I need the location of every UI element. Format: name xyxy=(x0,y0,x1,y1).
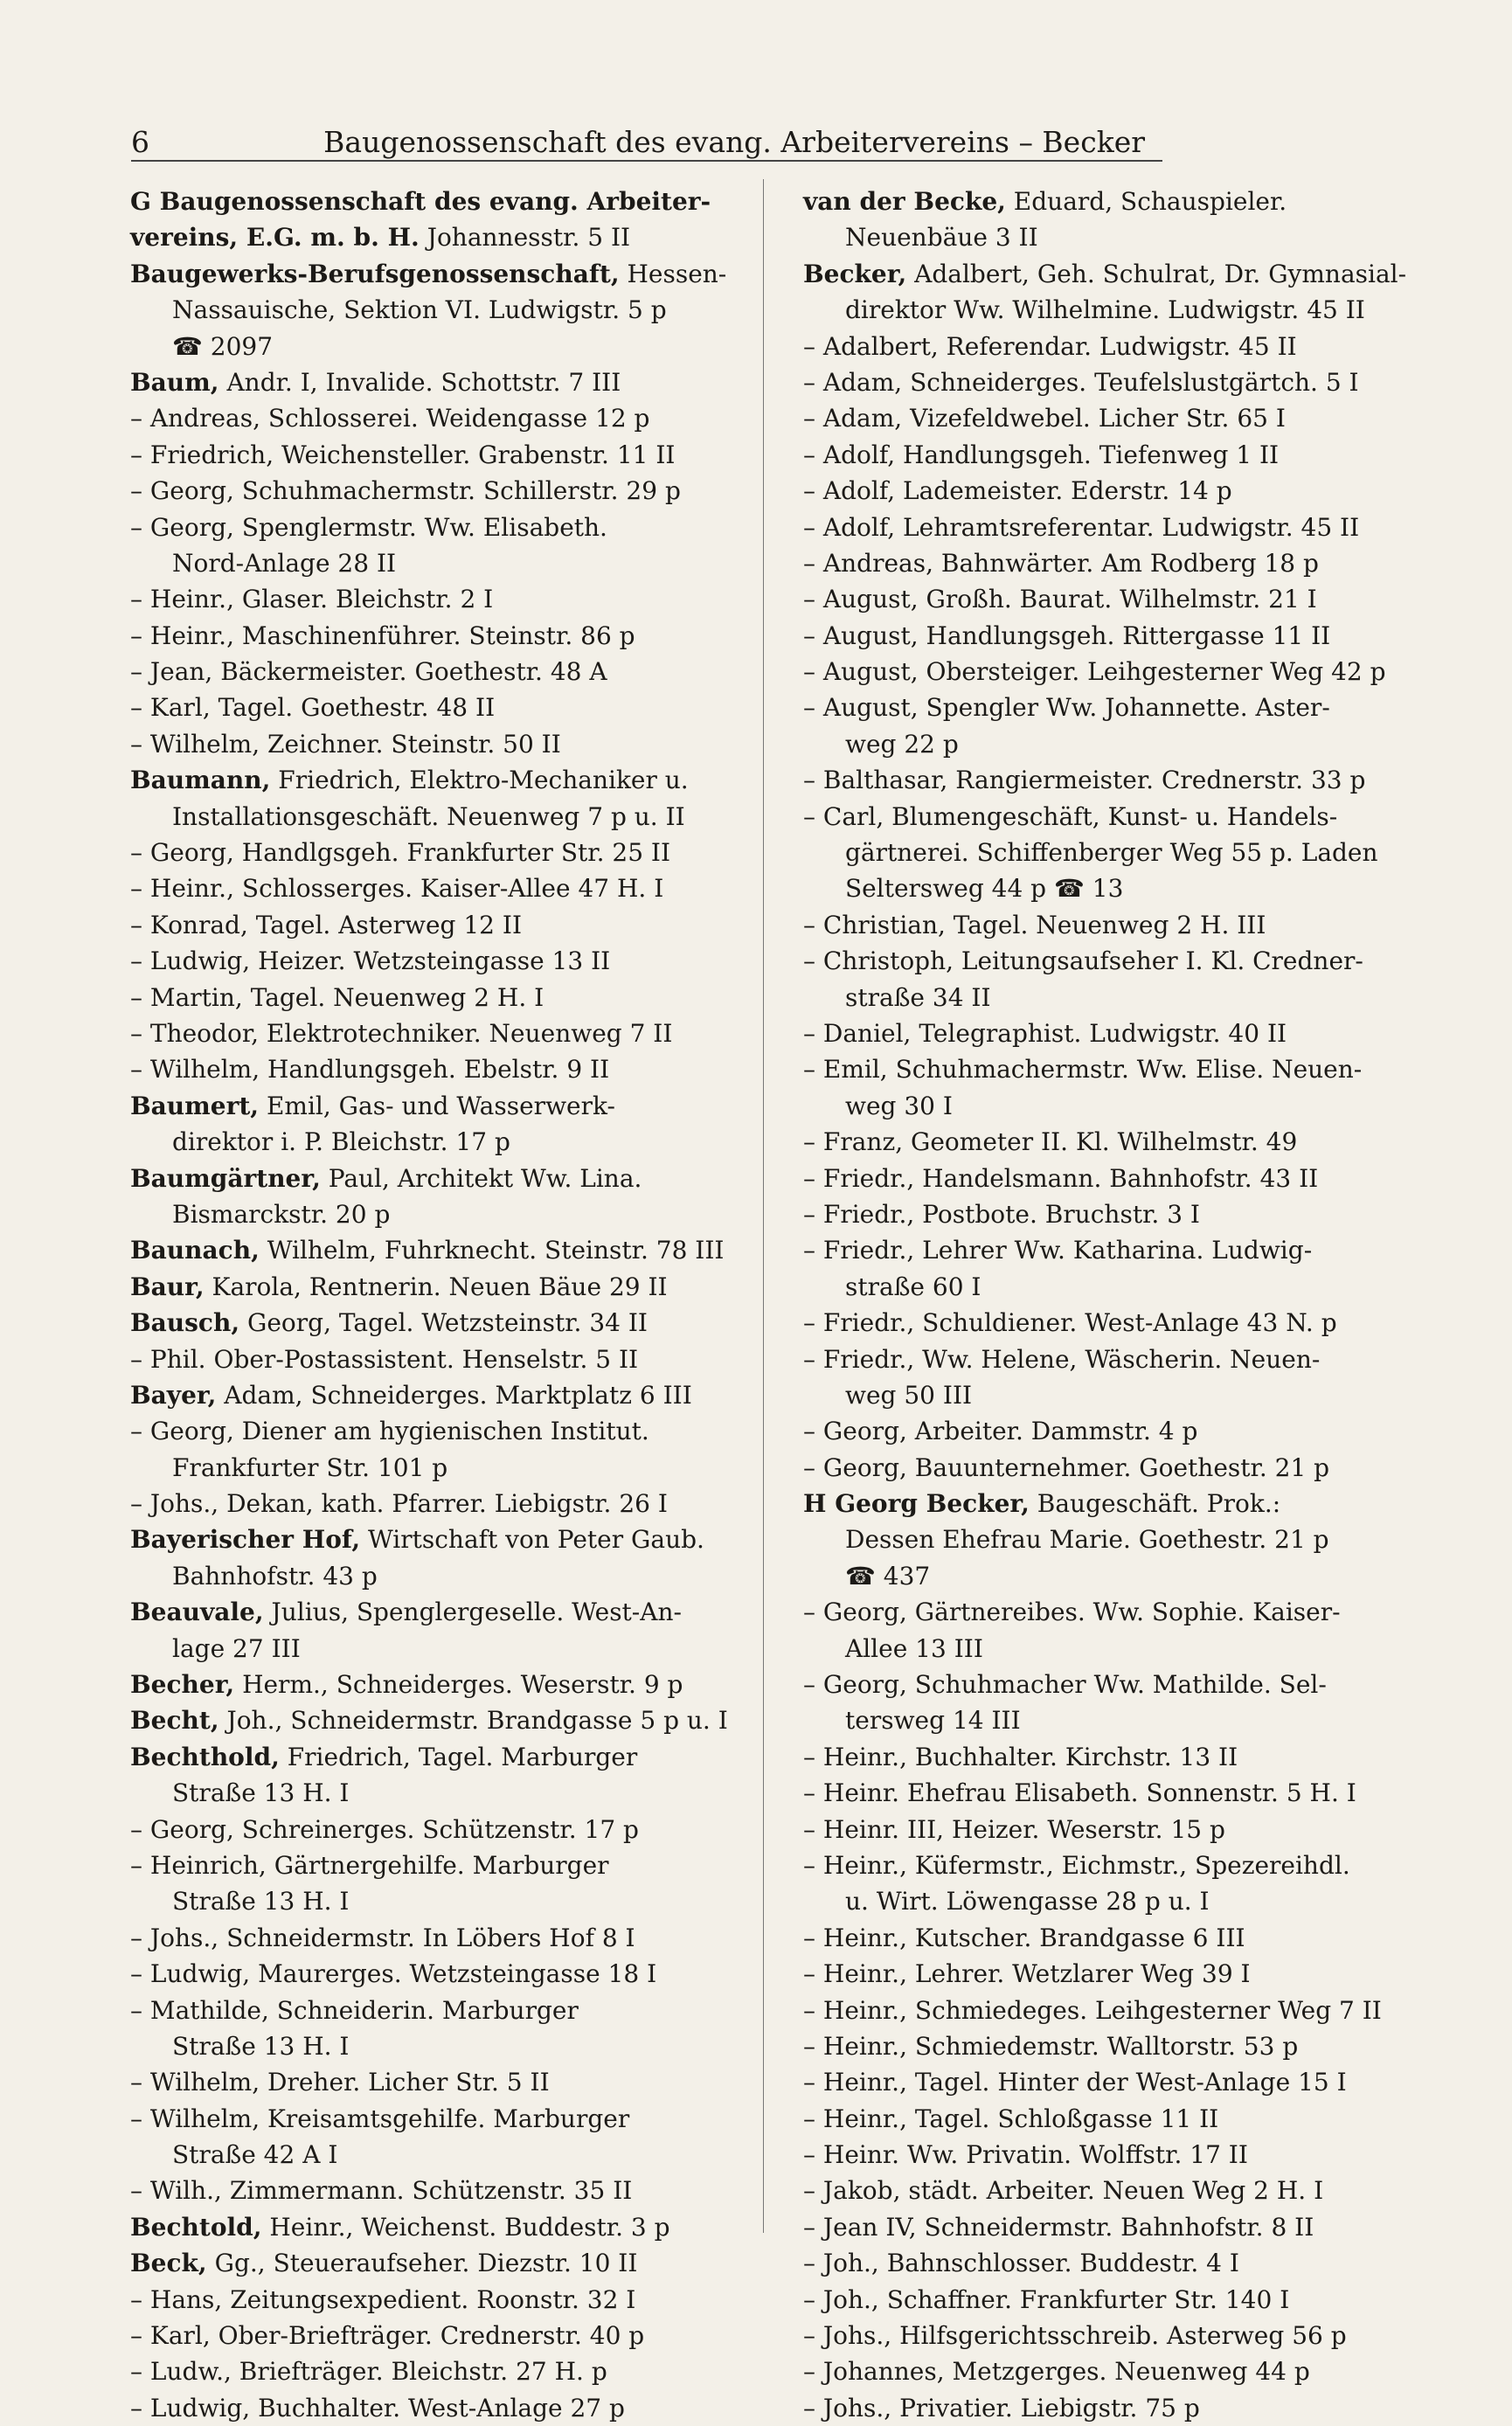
entry-text: Straße 13 H. I xyxy=(172,1778,350,1808)
entry-text: – Martin, Tagel. Neuenweg 2 H. I xyxy=(130,982,544,1012)
entry-text: – Ludw., Briefträger. Bleichstr. 27 H. p xyxy=(130,2357,607,2387)
entry-line xyxy=(127,1558,743,1594)
entry-text: Joh., Schneidermstr. Brandgasse 5 p u. I xyxy=(218,1706,728,1736)
entry-text: – Christian, Tagel. Neuenweg 2 H. III xyxy=(803,910,1266,939)
entry-text: – Heinr. Ww. Privatin. Wolffstr. 17 II xyxy=(803,2140,1248,2170)
entry-text: – Georg, Arbeiter. Dammstr. 4 p xyxy=(803,1417,1198,1446)
entry-line xyxy=(127,2282,743,2318)
entry-line xyxy=(127,329,743,364)
entry-line xyxy=(800,690,1416,725)
entry-line xyxy=(127,581,743,617)
entry-text: Heinr., Weichenst. Buddestr. 3 p xyxy=(261,2212,670,2242)
entry-text: – Ludwig, Maurerges. Wetzsteingasse 18 I xyxy=(130,1959,657,1989)
entry-line xyxy=(800,329,1416,364)
entry-line xyxy=(127,473,743,509)
entry-line xyxy=(800,545,1416,581)
entry-text: – Wilh., Zimmermann. Schützenstr. 35 II xyxy=(130,2176,633,2206)
entry-line xyxy=(800,2028,1416,2064)
entry-text: – Heinr., Maschinenführer. Steinstr. 86 p xyxy=(130,620,635,650)
entry-text: Nord-Anlage 28 II xyxy=(172,548,397,578)
right-column xyxy=(800,184,1416,2426)
entry-text: – August, Obersteiger. Leihgesterner Weg 42 p xyxy=(803,657,1386,687)
entry-text: – Friedr., Ww. Helene, Wäscherin. Neuen- xyxy=(803,1344,1321,1374)
entry-text: ☎ 437 xyxy=(845,1561,931,1591)
entry-line xyxy=(127,726,743,762)
entry-line xyxy=(127,2028,743,2064)
entry-line xyxy=(800,2353,1416,2389)
entry-text: – Ludwig, Buchhalter. West-Anlage 27 p xyxy=(130,2393,625,2423)
entry-text: lage 27 III xyxy=(172,1633,301,1663)
entry-line xyxy=(800,2245,1416,2281)
entry-line xyxy=(800,943,1416,979)
entry-line xyxy=(800,184,1416,219)
entry-name: H Georg Becker, xyxy=(803,1489,1030,1519)
entry-text: – Andreas, Bahnwärter. Am Rodberg 18 p xyxy=(803,548,1319,578)
entry-line xyxy=(127,2390,743,2426)
entry-line xyxy=(800,509,1416,545)
entry-text: – Heinr., Kutscher. Brandgasse 6 III xyxy=(803,1923,1245,1952)
entry-line xyxy=(127,1667,743,1702)
entry-text: – Adam, Vizefeldwebel. Licher Str. 65 I xyxy=(803,404,1286,433)
entry-text: – Adam, Schneiderges. Teufelslustgärtch. 5 I xyxy=(803,367,1359,397)
entry-line xyxy=(800,364,1416,400)
entry-line xyxy=(127,1305,743,1341)
entry-text: Straße 13 H. I xyxy=(172,1887,350,1917)
entry-text: – Heinr. III, Heizer. Weserstr. 15 p xyxy=(803,1814,1225,1844)
entry-line xyxy=(127,1341,743,1377)
entry-text: – Balthasar, Rangiermeister. Crednerstr. 33 p xyxy=(803,766,1366,795)
entry-text: gärtnerei. Schiffenberger Weg 55 p. Laden xyxy=(845,838,1378,868)
entry-name: Baum, xyxy=(130,367,219,397)
page-number: 6 xyxy=(131,125,149,159)
entry-line xyxy=(800,1161,1416,1196)
entry-name: Baumgärtner, xyxy=(130,1163,321,1193)
entry-line xyxy=(127,364,743,400)
entry-line xyxy=(127,2353,743,2389)
entry-text: – Andreas, Schlosserei. Weidengasse 12 p xyxy=(130,404,650,433)
entry-line xyxy=(127,1847,743,1883)
entry-name: Becker, xyxy=(803,259,907,288)
entry-text: Emil, Gas- und Wasserwerk- xyxy=(259,1091,615,1120)
entry-line xyxy=(800,1812,1416,1847)
entry-line xyxy=(800,1124,1416,1160)
entry-line xyxy=(800,1486,1416,1521)
entry-line xyxy=(800,1631,1416,1667)
entry-line xyxy=(127,835,743,870)
entry-text: Bismarckstr. 20 p xyxy=(172,1199,391,1229)
entry-text: – Johs., Hilfsgerichtsschreib. Asterweg 56 p xyxy=(803,2321,1347,2351)
entry-text: – Heinr., Küfermstr., Eichmstr., Spezereihdl. xyxy=(803,1850,1350,1880)
entry-text: – Georg, Spenglermstr. Ww. Elisabeth. xyxy=(130,512,607,542)
entry-text: u. Wirt. Löwengasse 28 p u. I xyxy=(845,1887,1210,1917)
entry-text: Straße 42 A I xyxy=(172,2140,338,2170)
entry-line xyxy=(800,1232,1416,1268)
entry-line xyxy=(127,2137,743,2173)
entry-line xyxy=(800,1088,1416,1124)
entry-line xyxy=(127,184,743,219)
entry-text: – Ludwig, Heizer. Wetzsteingasse 13 II xyxy=(130,946,611,976)
entry-line xyxy=(800,1558,1416,1594)
entry-text: Paul, Architekt Ww. Lina. xyxy=(320,1163,642,1193)
entry-text: – Heinr., Schlosserges. Kaiser-Allee 47 H. I xyxy=(130,874,664,904)
entry-line xyxy=(800,2390,1416,2426)
entry-line xyxy=(127,1775,743,1811)
entry-text: – Jakob, städt. Arbeiter. Neuen Weg 2 H. I xyxy=(803,2176,1324,2206)
entry-text: – Heinr., Tagel. Schloßgasse 11 II xyxy=(803,2104,1219,2133)
entry-text: – Heinr., Schmiedeges. Leihgesterner Weg 7 II xyxy=(803,1995,1382,2025)
entry-text: – Adolf, Lademeister. Ederstr. 14 p xyxy=(803,476,1232,506)
entry-line xyxy=(127,1232,743,1268)
entry-text: direktor i. P. Bleichstr. 17 p xyxy=(172,1127,510,1157)
entry-text: – Emil, Schuhmachermstr. Ww. Elise. Neuen- xyxy=(803,1055,1363,1085)
entry-text: Adalbert, Geh. Schulrat, Dr. Gymnasial- xyxy=(906,259,1407,288)
entry-line xyxy=(800,2101,1416,2137)
entry-text: – Friedr., Handelsmann. Bahnhofstr. 43 II xyxy=(803,1163,1319,1193)
entry-line xyxy=(127,256,743,292)
entry-line xyxy=(127,1450,743,1486)
entry-text: – Georg, Schuhmachermstr. Schillerstr. 29 p xyxy=(130,476,681,506)
entry-line xyxy=(800,618,1416,654)
entry-text: straße 60 I xyxy=(845,1272,981,1301)
entry-text: Wilhelm, Fuhrknecht. Steinstr. 78 III xyxy=(259,1236,725,1265)
entry-text: Seltersweg 44 p ☎ 13 xyxy=(845,874,1124,904)
entry-name: Baugewerks-Berufsgenossenschaft, xyxy=(130,259,620,288)
entry-text: Frankfurter Str. 101 p xyxy=(172,1452,448,1482)
entry-text: direktor Ww. Wilhelmine. Ludwigstr. 45 II xyxy=(845,295,1365,325)
entry-text: – Heinr. Ehefrau Elisabeth. Sonnenstr. 5 H. I xyxy=(803,1778,1356,1808)
entry-line xyxy=(127,292,743,328)
header-rule xyxy=(131,160,1162,162)
entry-line xyxy=(127,437,743,473)
entry-text: Dessen Ehefrau Marie. Goethestr. 21 p xyxy=(845,1525,1329,1555)
entry-text: – Daniel, Telegraphist. Ludwigstr. 40 II xyxy=(803,1018,1287,1048)
entry-line xyxy=(127,762,743,798)
entry-text: Bahnhofstr. 43 p xyxy=(172,1561,378,1591)
entry-text: straße 34 II xyxy=(845,982,991,1012)
entry-line xyxy=(127,1812,743,1847)
entry-line xyxy=(127,1920,743,1956)
entry-text: Wirtschaft von Peter Gaub. xyxy=(360,1525,704,1555)
entry-name: Bechtold, xyxy=(130,2212,262,2242)
entry-line xyxy=(127,1739,743,1775)
entry-line xyxy=(800,2318,1416,2353)
entry-text: ☎ 2097 xyxy=(172,331,274,361)
entry-line xyxy=(127,2101,743,2137)
entry-text: – Joh., Bahnschlosser. Buddestr. 4 I xyxy=(803,2249,1239,2278)
entry-text: – Heinr., Tagel. Hinter der West-Anlage 15 I xyxy=(803,2068,1347,2097)
entry-line xyxy=(127,1883,743,1919)
entry-line xyxy=(800,437,1416,473)
entry-text: Baugeschäft. Prok.: xyxy=(1029,1489,1281,1519)
entry-text: – Hans, Zeitungsexpedient. Roonstr. 32 I xyxy=(130,2284,636,2314)
entry-text: Gg., Steueraufseher. Diezstr. 10 II xyxy=(206,2249,638,2278)
entry-line xyxy=(800,1739,1416,1775)
entry-text: – Wilhelm, Dreher. Licher Str. 5 II xyxy=(130,2068,550,2097)
entry-line xyxy=(127,1631,743,1667)
entry-text: – Wilhelm, Kreisamtsgehilfe. Marburger xyxy=(130,2104,630,2133)
entry-line xyxy=(127,1161,743,1196)
entry-line xyxy=(800,400,1416,436)
entry-line xyxy=(800,1667,1416,1702)
entry-text: Julius, Spenglergeselle. West-An- xyxy=(263,1598,682,1627)
entry-text: – Johannes, Metzgerges. Neuenweg 44 p xyxy=(803,2357,1310,2387)
entry-name: Baumert, xyxy=(130,1091,260,1120)
entry-name: van der Becke, xyxy=(803,187,1006,216)
running-title: Baugenossenschaft des evang. Arbeitervereins – Becker xyxy=(323,125,1145,159)
entry-text: – Konrad, Tagel. Asterweg 12 II xyxy=(130,910,523,939)
entry-text: – Heinrich, Gärtnergehilfe. Marburger xyxy=(130,1850,609,1880)
entry-line xyxy=(127,1269,743,1305)
entry-line xyxy=(800,870,1416,906)
entry-line xyxy=(800,2064,1416,2100)
entry-line xyxy=(127,1956,743,1992)
entry-text: – Georg, Gärtnereibes. Ww. Sophie. Kaiser- xyxy=(803,1598,1341,1627)
entry-line xyxy=(800,1702,1416,1738)
entry-text: – Georg, Schreinerges. Schützenstr. 17 p xyxy=(130,1814,639,1844)
entry-text: – Heinr., Buchhalter. Kirchstr. 13 II xyxy=(803,1742,1238,1771)
entry-name: Beauvale, xyxy=(130,1598,264,1627)
entry-text: – Friedr., Schuldiener. West-Anlage 43 N. p xyxy=(803,1308,1337,1338)
entry-line xyxy=(800,473,1416,509)
entry-line xyxy=(800,654,1416,690)
entry-text: – Karl, Ober-Briefträger. Crednerstr. 40 p xyxy=(130,2321,645,2351)
entry-line xyxy=(800,1341,1416,1377)
entry-text: – Adolf, Lehramtsreferentar. Ludwigstr. 45 II xyxy=(803,512,1360,542)
entry-text: – Carl, Blumengeschäft, Kunst- u. Handels- xyxy=(803,801,1338,831)
entry-line xyxy=(127,980,743,1015)
entry-text: weg 22 p xyxy=(845,729,959,759)
entry-line xyxy=(800,2173,1416,2208)
entry-text: – Georg, Schuhmacher Ww. Mathilde. Sel- xyxy=(803,1670,1327,1700)
entry-line xyxy=(127,943,743,979)
entry-line xyxy=(800,1775,1416,1811)
entry-text: Installationsgeschäft. Neuenweg 7 p u. II xyxy=(172,801,685,831)
entry-text: – Johs., Dekan, kath. Pfarrer. Liebigstr. 26 I xyxy=(130,1489,668,1519)
entry-line xyxy=(127,2209,743,2245)
entry-line xyxy=(800,219,1416,255)
entry-line xyxy=(127,1521,743,1557)
entry-text: – Christoph, Leitungsaufseher I. Kl. Credner- xyxy=(803,946,1363,976)
entry-text: Straße 13 H. I xyxy=(172,2031,350,2061)
entry-line xyxy=(127,1594,743,1630)
entry-text: Allee 13 III xyxy=(845,1633,983,1663)
entry-text: – Heinr., Glaser. Bleichstr. 2 I xyxy=(130,585,494,614)
entry-line xyxy=(800,2282,1416,2318)
entry-line xyxy=(127,509,743,545)
entry-line xyxy=(127,400,743,436)
entry-line xyxy=(127,907,743,943)
entry-text: – Georg, Handlgsgeh. Frankfurter Str. 25 II xyxy=(130,838,671,868)
entry-name: G Baugenossenschaft des evang. Arbeiter- xyxy=(130,187,711,216)
entry-line xyxy=(800,1413,1416,1449)
entry-text: Friedrich, Elektro-Mechaniker u. xyxy=(270,766,689,795)
entry-line xyxy=(800,1521,1416,1557)
entry-line xyxy=(127,870,743,906)
entry-line xyxy=(127,1124,743,1160)
entry-line xyxy=(800,1196,1416,1232)
entry-text: – Theodor, Elektrotechniker. Neuenweg 7 II xyxy=(130,1018,673,1048)
entry-name: Bayerischer Hof, xyxy=(130,1525,361,1555)
entry-text: Herm., Schneiderges. Weserstr. 9 p xyxy=(234,1670,683,1700)
entry-line xyxy=(800,726,1416,762)
entry-text: – Heinr., Schmiedemstr. Walltorstr. 53 p xyxy=(803,2031,1299,2061)
entry-line xyxy=(127,219,743,255)
entry-line xyxy=(800,907,1416,943)
entry-line xyxy=(127,690,743,725)
entry-name: Bayer, xyxy=(130,1380,217,1410)
entry-line xyxy=(800,1377,1416,1413)
entry-line xyxy=(800,1883,1416,1919)
entry-line xyxy=(127,654,743,690)
entry-line xyxy=(127,2245,743,2281)
entry-line xyxy=(800,1015,1416,1051)
entry-text: – Wilhelm, Zeichner. Steinstr. 50 II xyxy=(130,729,561,759)
entry-text: – August, Spengler Ww. Johannette. Aster- xyxy=(803,693,1330,723)
left-column xyxy=(127,184,743,2426)
entry-text: Friedrich, Tagel. Marburger xyxy=(279,1742,638,1771)
entry-line xyxy=(800,1993,1416,2028)
entry-text: – August, Handlungsgeh. Rittergasse 11 II xyxy=(803,620,1331,650)
entry-text: – Jean IV, Schneidermstr. Bahnhofstr. 8 II xyxy=(803,2212,1314,2242)
entry-line xyxy=(800,1051,1416,1087)
entry-text: Karola, Rentnerin. Neuen Bäue 29 II xyxy=(204,1272,668,1301)
entry-text: – Adolf, Handlungsgeh. Tiefenweg 1 II xyxy=(803,440,1280,469)
entry-text: Adam, Schneiderges. Marktplatz 6 III xyxy=(216,1380,692,1410)
entry-line xyxy=(800,980,1416,1015)
entry-line xyxy=(800,835,1416,870)
entry-line xyxy=(800,1269,1416,1305)
entry-line xyxy=(800,1305,1416,1341)
entry-line xyxy=(800,1956,1416,1992)
entry-line xyxy=(127,545,743,581)
entry-text: Eduard, Schauspieler. xyxy=(1005,187,1287,216)
entry-text: – Georg, Diener am hygienischen Institut. xyxy=(130,1417,649,1446)
entry-name: Beck, xyxy=(130,2249,207,2278)
entry-line xyxy=(800,1594,1416,1630)
entry-line xyxy=(800,1920,1416,1956)
entry-text: Hessen- xyxy=(619,259,727,288)
entry-line xyxy=(127,1486,743,1521)
entry-line xyxy=(800,762,1416,798)
entry-text: tersweg 14 III xyxy=(845,1706,1021,1736)
entry-text: – Friedrich, Weichensteller. Grabenstr. 11 II xyxy=(130,440,676,469)
entry-line xyxy=(127,1051,743,1087)
entry-name: Becht, xyxy=(130,1706,219,1736)
entry-text: – August, Großh. Baurat. Wilhelmstr. 21 I xyxy=(803,585,1317,614)
entry-text: – Joh., Schaffner. Frankfurter Str. 140 I xyxy=(803,2284,1290,2314)
entry-name: Baunach, xyxy=(130,1236,260,1265)
column-divider xyxy=(763,179,764,2233)
entry-line xyxy=(800,1847,1416,1883)
entry-name: Bechthold, xyxy=(130,1742,280,1771)
entry-line xyxy=(800,799,1416,835)
entry-line xyxy=(127,2173,743,2208)
entry-line xyxy=(127,1413,743,1449)
entry-text: – Friedr., Postbote. Bruchstr. 3 I xyxy=(803,1199,1200,1229)
entry-line xyxy=(127,2064,743,2100)
entry-text: weg 50 III xyxy=(845,1380,973,1410)
entry-line xyxy=(127,1702,743,1738)
entry-name: Baur, xyxy=(130,1272,205,1301)
entry-line xyxy=(800,292,1416,328)
entry-line xyxy=(127,1377,743,1413)
entry-text: – Phil. Ober-Postassistent. Henselstr. 5 II xyxy=(130,1344,639,1374)
entry-line xyxy=(800,1450,1416,1486)
entry-text: – Jean, Bäckermeister. Goethestr. 48 A xyxy=(130,657,607,687)
entry-text: – Mathilde, Schneiderin. Marburger xyxy=(130,1995,579,2025)
entry-line xyxy=(127,2318,743,2353)
entry-name: vereins, E.G. m. b. H. xyxy=(130,223,420,253)
entry-text: – Franz, Geometer II. Kl. Wilhelmstr. 49 xyxy=(803,1127,1298,1157)
entry-text: weg 30 I xyxy=(845,1091,953,1120)
entry-line xyxy=(800,2209,1416,2245)
entry-text: – Johs., Schneidermstr. In Löbers Hof 8 I xyxy=(130,1923,635,1952)
entry-text: Johannesstr. 5 II xyxy=(419,223,631,253)
entry-text: – Wilhelm, Handlungsgeh. Ebelstr. 9 II xyxy=(130,1055,610,1085)
entry-text: – Heinr., Lehrer. Wetzlarer Weg 39 I xyxy=(803,1959,1251,1989)
entry-line xyxy=(800,2137,1416,2173)
entry-line xyxy=(127,618,743,654)
entry-line xyxy=(127,799,743,835)
entry-text: Georg, Tagel. Wetzsteinstr. 34 II xyxy=(239,1308,648,1338)
entry-line xyxy=(127,1088,743,1124)
entry-name: Becher, xyxy=(130,1670,235,1700)
entry-name: Baumann, xyxy=(130,766,271,795)
entry-text: Andr. I, Invalide. Schottstr. 7 III xyxy=(218,367,621,397)
entry-text: – Friedr., Lehrer Ww. Katharina. Ludwig- xyxy=(803,1236,1313,1265)
entry-line xyxy=(127,1993,743,2028)
entry-text: – Georg, Bauunternehmer. Goethestr. 21 p xyxy=(803,1452,1330,1482)
entry-text: – Karl, Tagel. Goethestr. 48 II xyxy=(130,693,496,723)
entry-name: Bausch, xyxy=(130,1308,240,1338)
entry-line xyxy=(800,256,1416,292)
entry-line xyxy=(800,581,1416,617)
entry-line xyxy=(127,1196,743,1232)
entry-line xyxy=(127,1015,743,1051)
entry-text: Nassauische, Sektion VI. Ludwigstr. 5 p xyxy=(172,295,667,325)
entry-text: – Johs., Privatier. Liebigstr. 75 p xyxy=(803,2393,1200,2423)
entry-text: Neuenbäue 3 II xyxy=(845,223,1038,253)
entry-text: – Adalbert, Referendar. Ludwigstr. 45 II xyxy=(803,331,1297,361)
